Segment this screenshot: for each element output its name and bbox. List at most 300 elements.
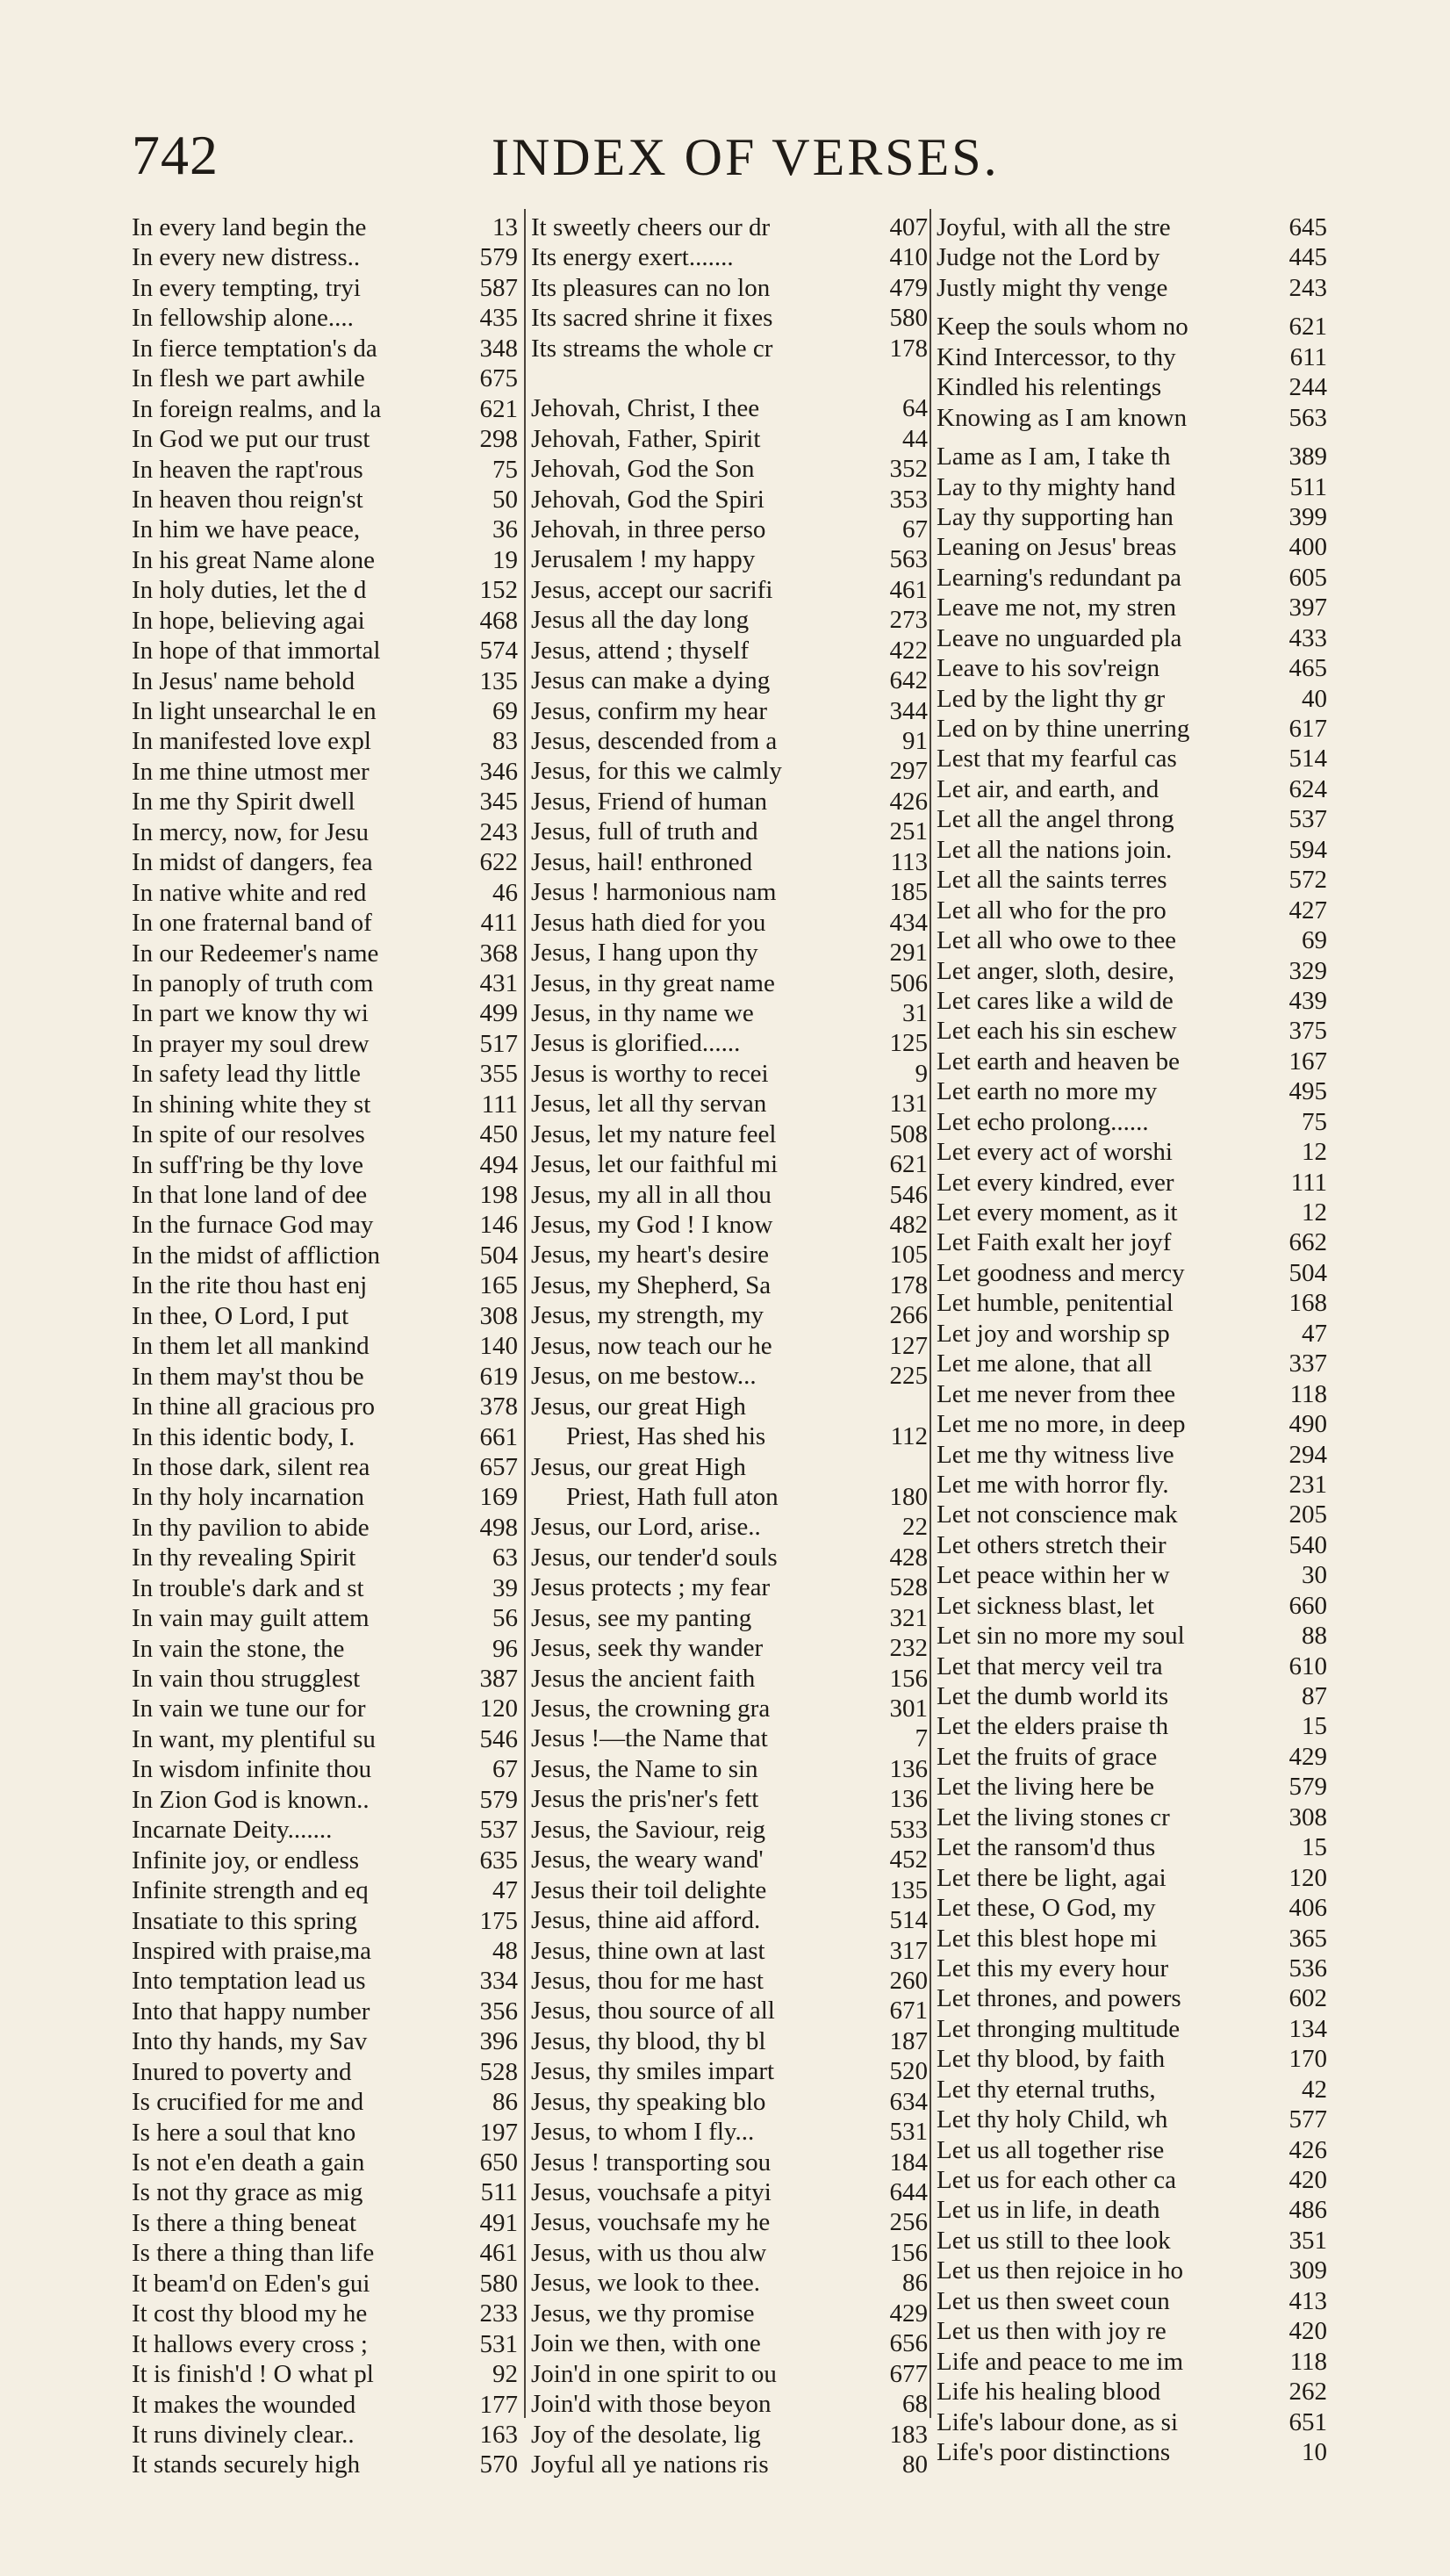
hymn-number: 677 <box>889 2359 928 2388</box>
index-entry <box>937 1016 1327 1046</box>
verse-first-line: Jesus, my all in all thou <box>531 1180 772 1209</box>
hymn-number: 96 <box>492 1634 518 1663</box>
index-entry <box>531 212 928 242</box>
verse-first-line: Life and peace to me im <box>937 2347 1184 2376</box>
hymn-number: 48 <box>492 1936 518 1965</box>
hymn-number: 514 <box>1288 745 1327 774</box>
verse-first-line: In shining white they st <box>132 1090 371 1119</box>
index-entry <box>531 1572 928 1602</box>
verse-first-line: Jesus, our great High <box>531 1392 746 1421</box>
verse-first-line: In every tempting, tryi <box>132 273 361 302</box>
hymn-number: 617 <box>1288 715 1327 743</box>
index-entry <box>937 1560 1327 1590</box>
verse-first-line: In every land begin the <box>132 213 367 241</box>
index-entry <box>937 1258 1327 1288</box>
hymn-number: 433 <box>1288 623 1327 652</box>
hymn-number: 170 <box>1288 2045 1327 2074</box>
hymn-number: 180 <box>889 1482 928 1511</box>
hymn-number: 75 <box>492 455 518 484</box>
index-entry <box>531 1270 928 1300</box>
index-entry <box>132 1119 518 1149</box>
verse-first-line: In want, my plentiful su <box>132 1724 376 1753</box>
index-entry <box>937 1076 1327 1106</box>
verse-first-line: Jesus, thou for me hast <box>531 1966 764 1995</box>
verse-first-line: It stands securely high <box>132 2450 361 2479</box>
verse-first-line: In vain we tune our for <box>132 1695 366 1723</box>
hymn-number: 184 <box>889 2148 928 2177</box>
verse-first-line: Jehovah, Christ, I thee <box>531 394 760 423</box>
hymn-number: 389 <box>1288 443 1327 471</box>
index-entry <box>937 653 1327 683</box>
index-entry <box>937 1107 1327 1137</box>
index-entry <box>937 2316 1327 2346</box>
hymn-number: 353 <box>889 485 928 514</box>
index-entry <box>937 2014 1327 2044</box>
hymn-number: 225 <box>889 1362 928 1391</box>
index-entry <box>132 575 518 605</box>
index-entry <box>937 2437 1327 2467</box>
verse-first-line: Jesus is glorified...... <box>531 1029 741 1058</box>
verse-first-line: Jesus, for this we calmly <box>531 757 782 786</box>
verse-first-line: Jesus, thine own at last <box>531 1936 765 1965</box>
index-entry <box>132 2238 518 2268</box>
verse-first-line: Its streams the whole cr <box>531 334 773 363</box>
verse-first-line: Learning's redundant pa <box>937 563 1182 592</box>
index-entry <box>132 2118 518 2148</box>
hymn-number: 605 <box>1288 563 1327 592</box>
hymn-number <box>921 1452 928 1482</box>
hymn-number: 645 <box>1288 213 1327 241</box>
hymn-number: 86 <box>492 2088 518 2117</box>
hymn-number: 329 <box>1288 956 1327 985</box>
index-entry <box>937 1530 1327 1560</box>
verse-first-line: Judge not the Lord by <box>937 243 1160 272</box>
verse-first-line: Into temptation lead us <box>132 1967 366 1996</box>
index-entry <box>937 744 1327 774</box>
index-entry <box>531 1694 928 1723</box>
hymn-number: 563 <box>1288 403 1327 432</box>
hymn-number: 490 <box>1288 1410 1327 1439</box>
verse-first-line: In spite of our resolves <box>132 1120 365 1149</box>
index-entry <box>937 212 1327 242</box>
verse-first-line: Jesus, I hang upon thy <box>531 939 758 968</box>
verse-first-line: In those dark, silent rea <box>132 1452 370 1481</box>
index-entry <box>531 2087 928 2117</box>
hymn-number: 243 <box>1288 273 1327 302</box>
hymn-number: 68 <box>902 2390 928 2419</box>
index-entry <box>531 2177 928 2207</box>
hymn-number: 621 <box>889 1150 928 1179</box>
index-entry <box>937 1379 1327 1409</box>
verse-first-line: Jesus, attend ; thyself <box>531 636 750 665</box>
verse-first-line: In prayer my soul drew <box>132 1029 370 1058</box>
index-entry <box>937 2165 1327 2195</box>
index-entry <box>531 1603 928 1633</box>
verse-first-line: In thy pavilion to abide <box>132 1513 370 1542</box>
hymn-number: 83 <box>492 727 518 756</box>
hymn-number: 546 <box>479 1724 518 1753</box>
hymn-number: 622 <box>479 848 518 877</box>
verse-first-line: Jesus, in thy great name <box>531 968 775 997</box>
hymn-number: 67 <box>902 514 928 543</box>
verse-first-line: In mercy, now, for Jesu <box>132 817 370 846</box>
hymn-number: 579 <box>479 243 518 272</box>
index-entry <box>937 865 1327 895</box>
verse-first-line: Into that happy number <box>132 1997 370 2026</box>
verse-first-line: In the furnace God may <box>132 1211 374 1240</box>
verse-first-line: In fierce temptation's da <box>132 334 377 363</box>
hymn-number: 378 <box>479 1392 518 1421</box>
hymn-number: 406 <box>1288 1894 1327 1923</box>
hymn-number: 431 <box>479 968 518 997</box>
hymn-number: 482 <box>889 1211 928 1239</box>
hymn-number: 175 <box>479 1906 518 1935</box>
page-number: 742 <box>132 124 219 186</box>
hymn-number: 294 <box>1288 1440 1327 1469</box>
index-entry <box>531 756 928 786</box>
index-entry <box>531 1482 928 1512</box>
section-spacer <box>937 433 1327 442</box>
hymn-number: 15 <box>1302 1833 1327 1862</box>
verse-first-line: Let Faith exalt her joyf <box>937 1228 1172 1257</box>
index-entry <box>937 372 1327 402</box>
hymn-number: 420 <box>1288 2317 1327 2346</box>
hymn-number: 88 <box>1302 1622 1327 1651</box>
index-entry <box>132 726 518 756</box>
verse-first-line: Jesus, Friend of human <box>531 787 768 816</box>
index-entry <box>132 1029 518 1059</box>
verse-first-line: In foreign realms, and la <box>132 394 382 423</box>
verse-first-line: Let the living here be <box>937 1773 1155 1802</box>
verse-first-line: Jesus is worthy to recei <box>531 1059 769 1088</box>
verse-first-line: It runs divinely clear.. <box>132 2420 355 2449</box>
index-entry <box>937 684 1327 714</box>
index-entry <box>132 2329 518 2359</box>
verse-first-line: Jesus can make a dying <box>531 666 771 695</box>
verse-first-line: In one fraternal band of <box>132 909 372 938</box>
verse-first-line: Leaning on Jesus' breas <box>937 533 1177 562</box>
verse-first-line: Jesus, to whom I fly... <box>531 2118 755 2147</box>
index-entry <box>937 1711 1327 1741</box>
hymn-number: 413 <box>1288 2286 1327 2315</box>
verse-first-line: In vain the stone, the <box>132 1634 345 1663</box>
index-entry <box>132 1392 518 1421</box>
hymn-number: 19 <box>492 545 518 574</box>
hymn-number: 298 <box>479 425 518 454</box>
hymn-number: 120 <box>479 1695 518 1723</box>
index-entry <box>132 606 518 636</box>
index-entry <box>531 666 928 695</box>
verse-first-line: In them may'st thou be <box>132 1362 364 1391</box>
hymn-number: 12 <box>1302 1138 1327 1167</box>
hymn-number: 577 <box>1288 2105 1327 2134</box>
index-entry <box>937 1893 1327 1923</box>
section-spacer <box>937 303 1327 312</box>
verse-first-line: In fellowship alone.... <box>132 304 354 333</box>
index-entry <box>937 593 1327 622</box>
index-entry <box>132 1634 518 1664</box>
hymn-number: 87 <box>1302 1682 1327 1710</box>
verse-first-line: Let sin no more my soul <box>937 1622 1185 1651</box>
hymn-number: 42 <box>1302 2075 1327 2104</box>
index-entry <box>531 1300 928 1330</box>
hymn-number: 63 <box>492 1543 518 1572</box>
index-entry <box>531 1059 928 1089</box>
index-entry <box>531 273 928 303</box>
index-entry <box>531 334 928 363</box>
verse-first-line: Let us all together rise <box>937 2135 1165 2164</box>
hymn-number: 46 <box>492 878 518 907</box>
hymn-number: 163 <box>479 2420 518 2449</box>
verse-first-line: In our Redeemer's name <box>132 939 379 968</box>
verse-first-line: Jesus, we look to thee. <box>531 2269 760 2298</box>
index-entry <box>937 1500 1327 1529</box>
index-entry <box>132 1543 518 1572</box>
index-entry <box>531 877 928 907</box>
index-entry <box>531 2056 928 2086</box>
index-entry <box>531 1149 928 1179</box>
verse-first-line: Jesus, our great High <box>531 1452 746 1481</box>
verse-first-line: Let goodness and mercy <box>937 1258 1185 1287</box>
index-entry <box>132 2359 518 2389</box>
verse-first-line: Jesus, let our faithful mi <box>531 1150 779 1179</box>
verse-first-line: Jesus, thy blood, thy bl <box>531 2026 766 2055</box>
verse-first-line: Insatiate to this spring <box>132 1906 357 1935</box>
hymn-number: 498 <box>479 1513 518 1542</box>
hymn-number: 499 <box>479 999 518 1028</box>
hymn-number: 112 <box>890 1422 928 1451</box>
index-entry <box>937 2377 1327 2407</box>
hymn-number: 47 <box>492 1876 518 1905</box>
hymn-number: 580 <box>889 304 928 333</box>
index-entry <box>531 2420 928 2450</box>
hymn-number: 397 <box>1288 594 1327 622</box>
hymn-number: 187 <box>889 2026 928 2055</box>
hymn-number: 308 <box>1288 1802 1327 1831</box>
hymn-number: 461 <box>479 2239 518 2268</box>
index-entry <box>132 968 518 998</box>
hymn-number: 531 <box>479 2329 518 2358</box>
index-entry <box>937 1409 1327 1439</box>
verse-first-line: Let others stretch their <box>937 1530 1166 1559</box>
index-entry <box>132 939 518 968</box>
verse-first-line: Jesus the pris'ner's fett <box>531 1785 759 1814</box>
verse-first-line: Let earth no more my <box>937 1077 1158 1106</box>
hymn-number: 461 <box>889 575 928 604</box>
verse-first-line: Let me thy witness live <box>937 1440 1174 1469</box>
index-entry <box>531 1966 928 1996</box>
index-entry <box>937 1349 1327 1378</box>
index-entry <box>132 908 518 938</box>
hymn-number: 355 <box>479 1060 518 1089</box>
index-entry <box>132 2087 518 2117</box>
verse-first-line: Jesus, thy speaking blo <box>531 2087 766 2116</box>
index-entry <box>531 696 928 726</box>
verse-first-line: Leave no unguarded pla <box>937 623 1182 652</box>
verse-first-line: Lay thy supporting han <box>937 502 1174 531</box>
verse-first-line: Let thy eternal truths, <box>937 2075 1156 2104</box>
hymn-number: 407 <box>889 213 928 241</box>
verse-first-line: Is there a thing beneat <box>132 2208 357 2237</box>
index-entry <box>937 1470 1327 1500</box>
index-entry <box>132 363 518 393</box>
index-entry <box>937 1802 1327 1832</box>
hymn-number: 260 <box>889 1966 928 1995</box>
verse-first-line: Jesus, confirm my hear <box>531 696 767 725</box>
hymn-number: 69 <box>492 697 518 725</box>
index-entry <box>132 2026 518 2056</box>
verse-first-line: Jesus their toil delighte <box>531 1875 767 1904</box>
index-entry <box>132 696 518 726</box>
hymn-number: 127 <box>889 1331 928 1360</box>
hymn-number: 445 <box>1288 243 1327 272</box>
verse-first-line: Jesus ! harmonious nam <box>531 878 777 907</box>
hymn-number: 429 <box>1288 1742 1327 1771</box>
verse-first-line: Let the dumb world its <box>937 1682 1169 1710</box>
hymn-number: 67 <box>492 1755 518 1784</box>
verse-first-line: Let all who owe to thee <box>937 926 1176 955</box>
index-entry <box>531 1996 928 2026</box>
index-entry <box>937 1137 1327 1167</box>
verse-first-line: Let us then with joy re <box>937 2317 1166 2346</box>
index-entry <box>132 1422 518 1452</box>
verse-first-line: In that lone land of dee <box>132 1181 368 1209</box>
verse-first-line: Jesus, seek thy wander <box>531 1634 764 1663</box>
hymn-number: 635 <box>479 1846 518 1874</box>
index-entry <box>531 1936 928 1966</box>
index-entry <box>531 1361 928 1391</box>
hymn-number: 514 <box>889 1906 928 1935</box>
hymn-number: 656 <box>889 2329 928 2358</box>
verse-first-line: Jehovah, in three perso <box>531 514 766 543</box>
index-entry <box>132 1090 518 1119</box>
hymn-number: 428 <box>889 1543 928 1572</box>
index-entry <box>132 1301 518 1331</box>
hymn-number: 197 <box>479 2118 518 2147</box>
hymn-number: 243 <box>479 817 518 846</box>
index-entry <box>937 1288 1327 1318</box>
index-entry <box>531 998 928 1028</box>
index-entry <box>531 968 928 998</box>
index-entry <box>937 925 1327 955</box>
hymn-number: 375 <box>1288 1017 1327 1046</box>
hymn-number: 495 <box>1288 1077 1327 1106</box>
index-entry <box>937 1621 1327 1651</box>
index-entry <box>531 938 928 968</box>
hymn-number: 420 <box>1288 2166 1327 2194</box>
verse-first-line: In hope, believing agai <box>132 606 365 635</box>
index-entry <box>132 2420 518 2450</box>
index-entry <box>531 2359 928 2389</box>
index-entry <box>132 757 518 787</box>
verse-first-line: Inspired with praise,ma <box>132 1936 372 1965</box>
verse-first-line: In heaven the rapt'rous <box>132 455 363 484</box>
verse-first-line: It beam'd on Eden's gui <box>132 2269 370 2298</box>
section-spacer <box>531 363 928 393</box>
verse-first-line: Jesus, thou source of all <box>531 1997 775 2026</box>
verse-first-line: Let this my every hour <box>937 1954 1169 1982</box>
index-entry <box>937 1168 1327 1198</box>
verse-first-line: Jesus, vouchsafe my he <box>531 2208 771 2237</box>
verse-first-line: Incarnate Deity....... <box>132 1816 333 1845</box>
verse-first-line: Let the elders praise th <box>937 1712 1169 1741</box>
index-entry <box>132 2057 518 2087</box>
verse-first-line: In vain thou strugglest <box>132 1665 361 1693</box>
verse-first-line: Let earth and heaven be <box>937 1047 1180 1076</box>
hymn-number: 411 <box>480 909 518 938</box>
hymn-number: 140 <box>479 1332 518 1361</box>
hymn-number: 619 <box>479 1362 518 1391</box>
hymn-number: 80 <box>902 2450 928 2479</box>
index-entry <box>132 1059 518 1089</box>
hymn-number: 30 <box>1302 1561 1327 1590</box>
page-title: INDEX OF VERSES. <box>492 128 1000 186</box>
verse-first-line: In every new distress.. <box>132 243 361 272</box>
verse-first-line: Let every moment, as it <box>937 1198 1178 1227</box>
index-entry <box>937 1227 1327 1257</box>
index-entry <box>132 1241 518 1270</box>
index-entry <box>937 1954 1327 1983</box>
hymn-number: 75 <box>1302 1107 1327 1136</box>
hymn-number: 251 <box>889 817 928 846</box>
index-entry <box>531 514 928 544</box>
verse-first-line: Let me no more, in deep <box>937 1410 1186 1439</box>
index-entry <box>937 623 1327 653</box>
hymn-number: 156 <box>889 1664 928 1693</box>
index-entry <box>132 514 518 544</box>
hymn-number: 135 <box>479 666 518 695</box>
hymn-number: 167 <box>1288 1047 1327 1076</box>
index-entry <box>132 2177 518 2207</box>
verse-first-line: It hallows every cross ; <box>132 2329 368 2358</box>
verse-first-line: Jesus, now teach our he <box>531 1331 772 1360</box>
verse-first-line: In panoply of truth com <box>132 968 374 997</box>
index-entry <box>531 1815 928 1845</box>
hymn-number: 675 <box>479 364 518 393</box>
verse-first-line: In suff'ring be thy love <box>132 1150 364 1179</box>
index-entry <box>531 2450 928 2479</box>
hymn-number: 291 <box>889 939 928 968</box>
index-entry <box>937 774 1327 804</box>
hymn-number: 662 <box>1288 1228 1327 1257</box>
index-entry <box>132 1452 518 1482</box>
index-entry <box>937 986 1327 1016</box>
hymn-number: 352 <box>889 455 928 484</box>
index-entry <box>531 1543 928 1572</box>
index-entry <box>531 787 928 817</box>
hymn-number: 105 <box>889 1241 928 1270</box>
hymn-number: 321 <box>889 1603 928 1632</box>
verse-first-line: Let us for each other ca <box>937 2166 1176 2194</box>
hymn-number: 69 <box>1302 926 1327 955</box>
index-entry <box>937 403 1327 433</box>
index-entry <box>132 1785 518 1815</box>
verse-first-line: In trouble's dark and st <box>132 1573 364 1602</box>
index-entry <box>937 242 1327 272</box>
index-entry <box>132 2299 518 2328</box>
verse-first-line: Let each his sin eschew <box>937 1017 1177 1046</box>
index-entry <box>531 1664 928 1694</box>
hymn-number: 348 <box>479 334 518 363</box>
hymn-number: 232 <box>889 1634 928 1663</box>
index-entry <box>937 835 1327 865</box>
index-entry <box>132 1966 518 1996</box>
index-entry <box>132 817 518 847</box>
index-entry <box>132 1270 518 1300</box>
verse-first-line: Let sickness blast, let <box>937 1591 1155 1620</box>
hymn-number: 621 <box>1288 313 1327 342</box>
verse-first-line: Let these, O God, my <box>937 1894 1156 1923</box>
